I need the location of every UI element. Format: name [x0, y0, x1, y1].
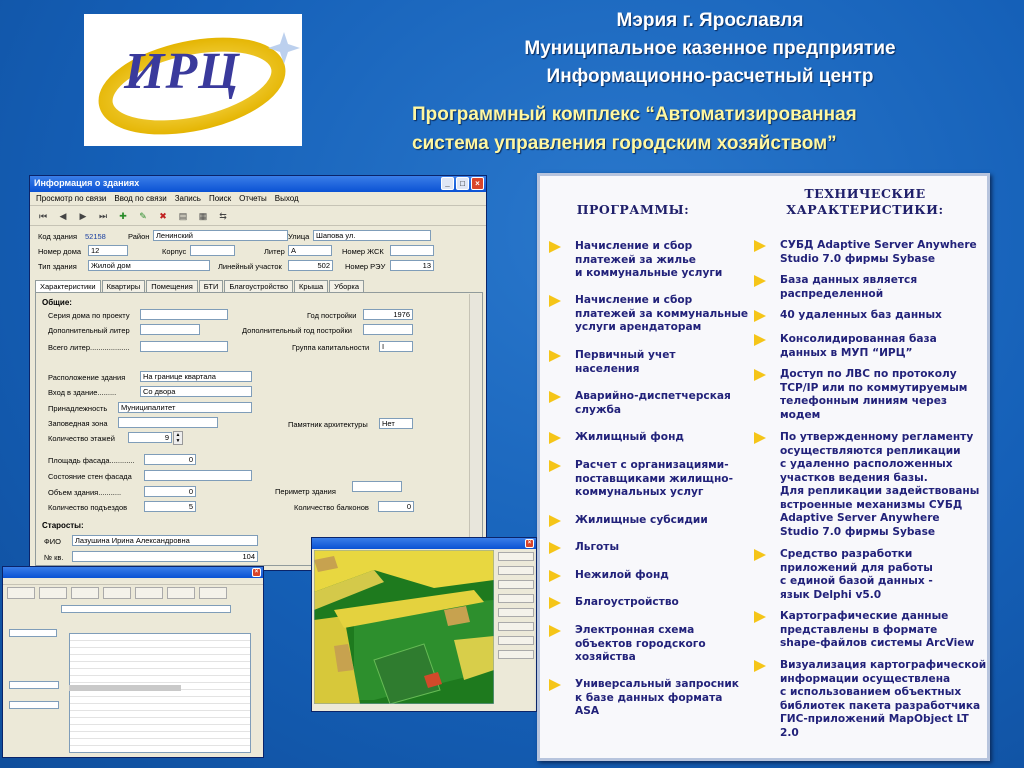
last-record-icon[interactable]: ⏭: [98, 210, 108, 221]
bullet-arrow-icon: [549, 350, 561, 362]
seria-field[interactable]: [140, 309, 228, 320]
programs-item-line: коммунальных услуг: [575, 486, 704, 498]
bullet-arrow-icon: [754, 334, 766, 346]
programs-item-line: и коммунальные услуги: [575, 267, 723, 279]
menu-reports[interactable]: Отчеты: [239, 194, 267, 203]
programs-title: ПРОГРАММЫ:: [576, 202, 690, 217]
plosh-label: Площадь фасада............: [48, 456, 135, 465]
bullet-arrow-icon: [754, 432, 766, 444]
bullet-arrow-icon: [549, 391, 561, 403]
map-btn-enlarge[interactable]: [498, 552, 534, 561]
first-record-icon[interactable]: ⏮: [38, 210, 48, 221]
map-btn-reduce[interactable]: [498, 566, 534, 575]
tool-btn[interactable]: [167, 587, 195, 599]
programs-item-line: ASA: [575, 705, 600, 717]
etazh-field[interactable]: 9: [128, 432, 172, 443]
ulica-field[interactable]: Шапова ул.: [313, 230, 431, 241]
building-info-window: [29, 175, 487, 571]
map-btn-close[interactable]: [498, 650, 534, 659]
tab-strip: [35, 280, 365, 292]
lin-field[interactable]: 502: [288, 260, 333, 271]
tool-btn[interactable]: [199, 587, 227, 599]
nomer-field[interactable]: 12: [88, 245, 128, 256]
bullet-arrow-icon: [549, 679, 561, 691]
god-field[interactable]: 1976: [363, 309, 413, 320]
tab-premises[interactable]: Помещения: [146, 280, 198, 292]
menu-input[interactable]: Ввод по связи: [114, 194, 167, 203]
bullet-arrow-icon: [754, 275, 766, 287]
dop-liter-label: Дополнительный литер: [48, 326, 130, 335]
zapov-label: Заповедная зона: [48, 419, 108, 428]
pamyat-label: Памятник архитектуры: [288, 420, 368, 429]
sost-label: Состояние стен фасада: [48, 472, 132, 481]
map-btn-search[interactable]: [498, 622, 534, 631]
programs-item-line: Электронная схема: [575, 624, 695, 636]
next-record-icon[interactable]: ▶: [79, 210, 87, 221]
dop-god-label: Дополнительный год постройки: [242, 326, 352, 335]
city-map[interactable]: [314, 550, 494, 704]
vsego-label: Всего литер...................: [48, 343, 130, 352]
house-field[interactable]: [9, 701, 59, 709]
tech-title-1: ТЕХНИЧЕСКИЕ: [804, 186, 926, 201]
tech-item-line: осуществляются репликации: [780, 444, 961, 457]
zapov-field[interactable]: [118, 417, 218, 428]
tech-item-line: База данных является: [780, 274, 918, 286]
tech-item-line: телефонным линиям через: [780, 395, 948, 407]
fio-label: ФИО: [44, 537, 61, 546]
programs-item-line: к базе данных формата: [575, 691, 723, 704]
tech-item-line: Картографические данные: [780, 610, 949, 622]
tech-item-line: Средство разработки: [780, 548, 913, 560]
residents-toolbar: [3, 585, 263, 601]
menu-exit[interactable]: Выход: [274, 194, 299, 203]
tech-item-line: Studio 7.0 фирмы Sybase: [780, 525, 936, 538]
add-record-icon[interactable]: ✚: [119, 210, 127, 221]
prinad-field[interactable]: Муниципалитет: [118, 402, 252, 413]
ulica-label: Улица: [288, 232, 310, 241]
vhod-field[interactable]: Со двора: [140, 386, 252, 397]
tech-item-line: ГИС-приложений MapObject LT 2.0: [780, 713, 969, 739]
tech-item-line: библиотек пакета разработчика: [780, 699, 981, 712]
bullet-arrow-icon: [549, 460, 561, 472]
tech-item-line: Визуализация картографической: [780, 659, 987, 671]
bullet-arrow-icon: [549, 542, 561, 554]
programs-item-line: Расчет с организациями-: [575, 459, 729, 471]
korpus-field[interactable]: [190, 245, 235, 256]
close-icon[interactable]: ×: [252, 568, 261, 577]
menu-save[interactable]: Запись: [174, 194, 201, 203]
programs-item-line: Начисление и сбор: [575, 240, 693, 252]
residents-table[interactable]: [69, 633, 251, 753]
tech-item-line: Консолидированная база: [780, 333, 937, 345]
programs-item-line: Благоустройство: [575, 596, 679, 608]
bullet-arrow-icon: [549, 241, 561, 253]
tab-apartments[interactable]: Квартиры: [102, 280, 146, 292]
vsego-field[interactable]: [140, 341, 228, 352]
tech-item-line: встроенные механизмы СУБД: [780, 498, 963, 511]
list-filter-field[interactable]: [61, 605, 231, 613]
balkon-label: Количество балконов: [294, 503, 369, 512]
dop-god-field[interactable]: [363, 324, 413, 335]
programs-item-line: Начисление и сбор: [575, 294, 693, 306]
god-label: Год постройки: [307, 311, 357, 320]
selected-row[interactable]: [69, 685, 181, 691]
delete-record-icon[interactable]: ✖: [159, 210, 167, 221]
residents-menu: [3, 578, 263, 585]
tab-landscaping[interactable]: Благоустройство: [224, 280, 293, 292]
gruppa-field[interactable]: I: [379, 341, 413, 352]
tech-item-line: TCP/IP или по коммутируемым: [780, 381, 968, 394]
map-btn-move[interactable]: [498, 580, 534, 589]
zhsk-label: Номер ЖСК: [342, 247, 384, 256]
perim-field[interactable]: [352, 481, 402, 492]
korpus-label: Корпус: [162, 247, 187, 256]
bullet-arrow-icon: [754, 310, 766, 322]
programs-item-line: объектов городского: [575, 637, 706, 650]
tech-item-line: приложений для работы: [780, 561, 933, 574]
dop-liter-field[interactable]: [140, 324, 200, 335]
bullet-arrow-icon: [549, 625, 561, 637]
bullet-arrow-icon: [549, 432, 561, 444]
tool-btn[interactable]: [135, 587, 163, 599]
bullet-arrow-icon: [754, 240, 766, 252]
tab-bti[interactable]: БТИ: [199, 280, 224, 292]
minimize-icon[interactable]: _: [441, 177, 454, 190]
tech-item-line: Доступ по ЛВС по протоколу: [780, 368, 957, 380]
header-line-3: Информационно-расчетный центр: [546, 66, 874, 87]
map-btn-print[interactable]: [498, 636, 534, 645]
starosty-title: Старосты:: [42, 521, 84, 530]
subtitle-line-1: Программный комплекс “Автоматизированная: [412, 104, 857, 125]
irc-logo: [84, 14, 302, 146]
map-titlebar[interactable]: [312, 538, 536, 549]
tech-item-line: распределенной: [780, 287, 884, 300]
bullet-arrow-icon: [549, 295, 561, 307]
tech-title-2: ХАРАКТЕРИСТИКИ:: [786, 202, 944, 217]
pamyat-field[interactable]: Нет: [379, 418, 413, 429]
liter-label: Литер: [264, 247, 285, 256]
general-title: Общие:: [42, 298, 72, 307]
prinad-label: Принадлежность: [48, 404, 108, 413]
tech-item-line: Adaptive Server Anywhere: [780, 512, 940, 524]
map-btn-info[interactable]: [498, 594, 534, 603]
tech-item-line: По утвержденному регламенту: [780, 431, 974, 443]
kv-field[interactable]: 104: [72, 551, 258, 562]
header-line-1: Мэрия г. Ярославля: [616, 10, 804, 31]
tab-roof[interactable]: Крыша: [294, 280, 328, 292]
vhod-label: Вход в здание.........: [48, 388, 117, 397]
tech-item-line: Studio 7.0 фирмы Sybase: [780, 252, 936, 265]
programs-item-line: Универсальный запросник: [575, 678, 739, 690]
rezu-label: Номер РЭУ: [345, 262, 386, 271]
tool-btn[interactable]: [103, 587, 131, 599]
fio-field[interactable]: Лазушина Ирина Александровна: [72, 535, 258, 546]
header-line-2: Муниципальное казенное предприятие: [524, 38, 896, 59]
raspol-label: Расположение здания: [48, 373, 126, 382]
programs-item-line: платежей за жилье: [575, 253, 696, 266]
gruppa-label: Группа капитальности: [292, 343, 370, 352]
map-window: [311, 537, 537, 712]
tech-item-line: участков ведения базы.: [780, 471, 928, 484]
tech-item-line: shape-файлов системы ArcView: [780, 637, 975, 649]
programs-item-line: Нежилой фонд: [575, 569, 669, 581]
seria-label: Серия дома по проекту: [48, 311, 130, 320]
district-field[interactable]: [9, 629, 57, 637]
bullet-arrow-icon: [549, 597, 561, 609]
tech-item-line: представлены в формате: [780, 623, 938, 636]
tech-item-line: СУБД Adaptive Server Anywhere: [780, 239, 977, 251]
tech-item-line: модем: [780, 408, 821, 421]
podezd-label: Количество подъездов: [48, 503, 128, 512]
menu-bar: [30, 192, 486, 206]
balkon-field[interactable]: 0: [378, 501, 414, 512]
print-icon[interactable]: ▤: [178, 210, 188, 221]
lin-label: Линейный участок: [218, 262, 282, 271]
liter-field[interactable]: А: [288, 245, 332, 256]
raspol-field[interactable]: На границе квартала: [140, 371, 252, 382]
bullet-arrow-icon: [754, 369, 766, 381]
programs-item-line: поставщиками жилищно-: [575, 472, 733, 485]
maximize-icon[interactable]: □: [456, 177, 469, 190]
programs-item-line: Жилищный фонд: [575, 431, 684, 443]
menu-search[interactable]: Поиск: [208, 194, 232, 203]
window-title: Информация о зданиях: [34, 178, 140, 188]
rayon-label: Район: [128, 232, 150, 241]
perim-label: Периметр здания: [275, 487, 336, 496]
info-panel: [537, 173, 990, 761]
close-icon[interactable]: ×: [525, 539, 534, 548]
programs-item-line: Аварийно-диспетчерская: [575, 390, 731, 402]
edit-record-icon[interactable]: ✎: [139, 210, 147, 221]
map-side-buttons: [498, 552, 534, 659]
tech-item-line: данных в МУП “ИРЦ”: [780, 346, 913, 359]
close-icon[interactable]: ×: [471, 177, 484, 190]
tech-item-line: с использованием объектных: [780, 686, 962, 698]
kod-value: 52158: [85, 232, 106, 241]
tech-item-line: язык Delphi v5.0: [780, 588, 882, 601]
obem-label: Объем здания...........: [48, 488, 122, 497]
bullet-arrow-icon: [754, 549, 766, 561]
street-field[interactable]: [9, 681, 59, 689]
zhsk-field[interactable]: [390, 245, 434, 256]
tip-label: Тип здания: [38, 262, 77, 271]
programs-item-line: Первичный учет: [575, 349, 676, 361]
tech-item-line: Для репликации задействованы: [780, 485, 980, 497]
tech-item-line: с удаленно расположенных: [780, 458, 953, 470]
etazh-stepper[interactable]: ▲ ▼: [173, 431, 183, 445]
kv-label: № кв.: [44, 553, 64, 562]
bullet-arrow-icon: [754, 611, 766, 623]
tip-field[interactable]: Жилой дом: [88, 260, 210, 271]
tech-item-line: информации осуществлена: [780, 672, 951, 685]
obem-field[interactable]: 0: [144, 486, 196, 497]
kod-label: Код здания: [38, 232, 78, 241]
vertical-scrollbar[interactable]: [469, 294, 481, 564]
rezu-field[interactable]: 13: [390, 260, 434, 271]
bullet-arrow-icon: [549, 515, 561, 527]
tech-item-line: 40 удаленных баз данных: [780, 309, 942, 321]
preview-icon[interactable]: ▦: [198, 210, 208, 221]
tool-btn[interactable]: [7, 587, 35, 599]
programs-item-line: платежей за коммунальные: [575, 307, 749, 320]
tool-btn[interactable]: [71, 587, 99, 599]
residents-titlebar[interactable]: [3, 567, 263, 578]
menu-view[interactable]: Просмотр по связи: [36, 194, 107, 203]
residents-list-window: [2, 566, 264, 758]
programs-item-line: служба: [575, 403, 622, 416]
tech-item-line: с единой базой данных -: [780, 575, 933, 587]
map-btn-layers[interactable]: [498, 608, 534, 617]
sost-field[interactable]: [144, 470, 252, 481]
rayon-field[interactable]: Ленинский: [153, 230, 288, 241]
subtitle-line-2: система управления городским хозяйством”: [412, 133, 837, 154]
tab-cleaning[interactable]: Уборка: [329, 280, 364, 292]
bullet-arrow-icon: [549, 570, 561, 582]
programs-item-line: Жилищные субсидии: [575, 514, 708, 526]
programs-item-line: хозяйства: [575, 651, 636, 663]
refresh-icon[interactable]: ⇆: [219, 210, 227, 221]
programs-item-line: Льготы: [575, 541, 620, 553]
plosh-field[interactable]: 0: [144, 454, 196, 465]
bullet-arrow-icon: [754, 660, 766, 672]
prev-record-icon[interactable]: ◀: [59, 210, 67, 221]
logo-text: ИРЦ: [124, 43, 240, 100]
tool-btn[interactable]: [39, 587, 67, 599]
programs-item-line: населения: [575, 362, 640, 375]
etazh-label: Количество этажей: [48, 434, 115, 443]
programs-item-line: услуги арендаторам: [575, 321, 702, 333]
nomer-label: Номер дома: [38, 247, 82, 256]
toolbar: [30, 206, 486, 226]
tab-characteristics[interactable]: Характеристики: [35, 280, 101, 292]
podezd-field[interactable]: 5: [144, 501, 196, 512]
window-titlebar[interactable]: [30, 176, 486, 192]
